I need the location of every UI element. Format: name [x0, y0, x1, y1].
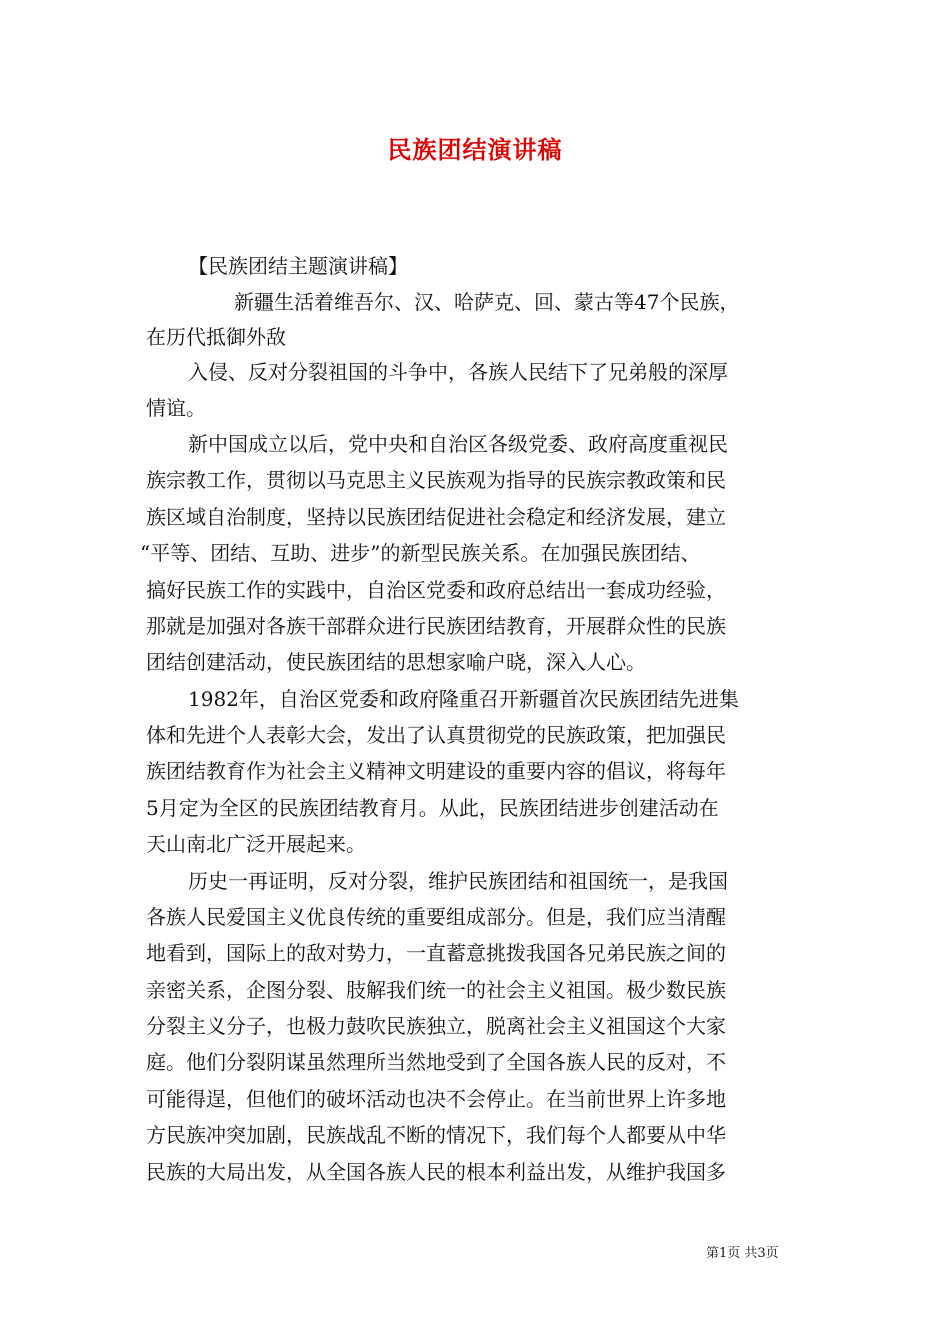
- text-line: 入侵、反对分裂祖国的斗争中，各族人民结下了兄弟般的深厚: [188, 360, 728, 384]
- text-line: 情谊。: [146, 396, 206, 420]
- text-line: 体和先进个人表彰大会，发出了认真贯彻党的民族政策，把加强民: [146, 723, 726, 747]
- text-line: 搞好民族工作的实践中，自治区党委和政府总结出一套成功经验，: [146, 578, 726, 602]
- text-line: “平等、团结、互助、进步”的新型民族关系。在加强民族团结、: [140, 541, 701, 565]
- text-line: 1982年，自治区党委和政府隆重召开新疆首次民族团结先进集: [188, 687, 739, 711]
- text-line: 可能得逞，但他们的破坏活动也决不会停止。在当前世界上许多地: [146, 1087, 726, 1111]
- document-title: 民族团结演讲稿: [387, 135, 563, 164]
- text-line: 历史一再证明，反对分裂，维护民族团结和祖国统一，是我国: [188, 869, 728, 893]
- text-line: 亲密关系，企图分裂、肢解我们统一的社会主义祖国。极少数民族: [146, 978, 726, 1002]
- text-line: 团结创建活动，使民族团结的思想家喻户晓，深入人心。: [146, 650, 646, 674]
- page-number: 第1页 共3页: [706, 1246, 779, 1261]
- text-line: 分裂主义分子，也极力鼓吹民族独立，脱离社会主义祖国这个大家: [146, 1014, 726, 1038]
- text-line: 族团结教育作为社会主义精神文明建设的重要内容的倡议，将每年: [146, 759, 726, 783]
- text-line: 族宗教工作，贯彻以马克思主义民族观为指导的民族宗教政策和民: [146, 468, 726, 492]
- text-line: 方民族冲突加剧，民族战乱不断的情况下，我们每个人都要从中华: [146, 1123, 726, 1147]
- text-line: 在历代抵御外敌: [146, 325, 286, 349]
- text-line: 庭。他们分裂阴谋虽然理所当然地受到了全国各族人民的反对，不: [146, 1050, 726, 1074]
- text-line: 地看到，国际上的敌对势力，一直蓄意挑拨我国各兄弟民族之间的: [146, 941, 726, 965]
- text-line: 新疆生活着维吾尔、汉、哈萨克、回、蒙古等47个民族，: [234, 290, 740, 314]
- text-line: 5月定为全区的民族团结教育月。从此，民族团结进步创建活动在: [146, 796, 719, 820]
- text-line: 天山南北广泛开展起来。: [146, 832, 366, 856]
- text-line: 民族的大局出发，从全国各族人民的根本利益出发，从维护我国多: [146, 1160, 726, 1184]
- text-line: 那就是加强对各族干部群众进行民族团结教育，开展群众性的民族: [146, 614, 726, 638]
- subheading: 【民族团结主题演讲稿】: [188, 254, 408, 278]
- text-line: 族区域自治制度，坚持以民族团结促进社会稳定和经济发展，建立: [146, 505, 726, 529]
- text-line: 各族人民爱国主义优良传统的重要组成部分。但是，我们应当清醒: [146, 905, 726, 929]
- text-line: 新中国成立以后，党中央和自治区各级党委、政府高度重视民: [188, 432, 728, 456]
